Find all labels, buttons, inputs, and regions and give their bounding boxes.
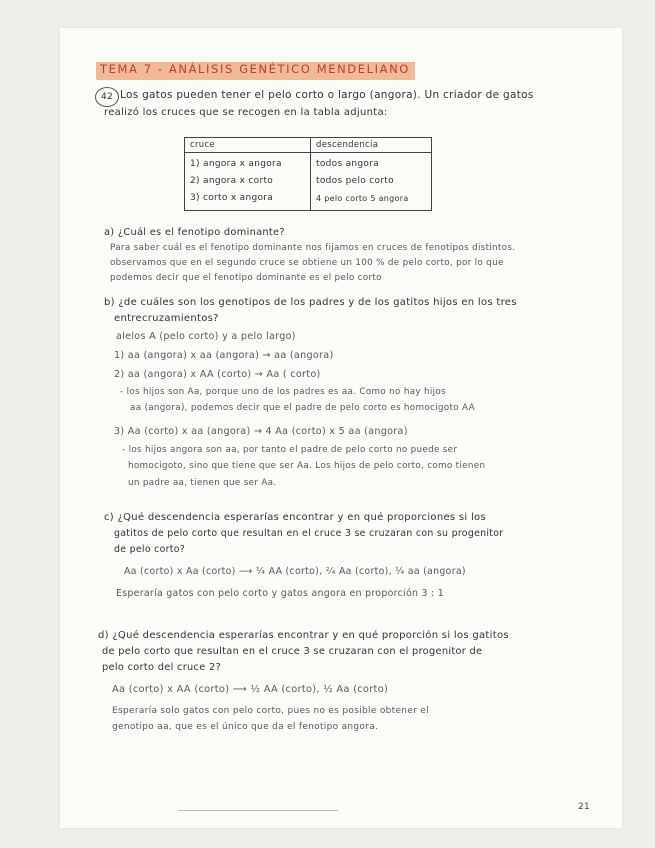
cross-d: Aa (corto) x AA (corto) ⟶ ½ AA (corto), ½ Aa (corto) [112,684,389,695]
question-a: a) ¿Cuál es el fenotipo dominante? [104,227,285,238]
table-cell-crosses: 1) angora x angora 2) angora x corto 3) corto x angora [185,153,311,211]
question-c-line-2: gatitos de pelo corto que resultan en el cruce 3 se cruzaran con su progenitor [114,528,504,539]
cross-1-line: 1) aa (angora) x aa (angora) → aa (angora) [114,350,334,361]
answer-a-line-3: podemos decir que el fenotipo dominante es el pelo corto [110,273,382,283]
cross-3-explanation-3: un padre aa, tienen que ser Aa. [128,478,277,488]
answer-a-line-1: Para saber cuál es el fenotipo dominante nos fijamos en cruces de fenotipos distintos. [110,243,516,253]
table-header-descendencia: descendencia [311,138,432,153]
alleles-line: alelos A (pelo corto) y a pelo largo) [116,331,296,342]
question-d-line-3: pelo corto del cruce 2? [102,662,221,673]
cross-2-explanation-2: aa (angora), podemos decir que el padre de pelo corto es homocigoto AA [130,403,475,413]
table-cell-offspring: todos angora todos pelo corto 4 pelo corto 5 angora [311,153,432,211]
cross-c: Aa (corto) x Aa (corto) ⟶ ¼ AA (corto), ²⁄₄ Aa (corto), ¼ aa (angora) [124,566,466,577]
answer-d-line-1: Esperaría solo gatos con pelo corto, pues no es posible obtener el [112,706,429,716]
question-d-line-2: de pelo corto que resultan en el cruce 3 se cruzaran con el progenitor de [102,646,483,657]
cross-3-line: 3) Aa (corto) x aa (angora) → 4 Aa (corto) x 5 aa (angora) [114,426,408,437]
answer-c: Esperaría gatos con pelo corto y gatos angora en proporción 3 : 1 [116,588,445,599]
question-d-line-1: d) ¿Qué descendencia esperarías encontrar y en qué proporción si los gatitos [98,630,509,641]
cross-3-explanation-2: homocigoto, sino que tiene que ser Aa. Los hijos de pelo corto, como tienen [128,461,486,471]
page-title: TEMA 7 - ANÁLISIS GENÉTICO MENDELIANO [100,62,410,76]
exercise-number-badge: 42 [95,87,119,107]
cross-2-explanation-1: - los hijos son Aa, porque uno de los padres es aa. Como no hay hijos [120,387,446,397]
bottom-rule [178,810,338,811]
table-header-cruce: cruce [185,138,311,153]
cross-2-line: 2) aa (angora) x AA (corto) → Aa ( corto) [114,369,321,380]
answer-d-line-2: genotipo aa, que es el único que da el fenotipo angora. [112,722,379,732]
question-c-line-3: de pelo corto? [114,544,186,555]
intro-line-2: realizó los cruces que se recogen en la tabla adjunta: [104,107,388,118]
page-number: 21 [578,802,591,812]
answer-a-line-2: observamos que en el segundo cruce se obtiene un 100 % de pelo corto, por lo que [110,258,504,268]
cross-3-explanation-1: - los hijos angora son aa, por tanto el padre de pelo corto no puede ser [122,445,458,455]
question-b-line-2: entrecruzamientos? [114,313,219,324]
question-c-line-1: c) ¿Qué descendencia esperarías encontrar y en qué proporciones si los [104,512,486,523]
question-b-line-1: b) ¿de cuáles son los genotipos de los padres y de los gatitos hijos en los tres [104,297,517,308]
intro-line-1: Los gatos pueden tener el pelo corto o largo (angora). Un criador de gatos [120,89,534,101]
crosses-table [184,137,432,211]
